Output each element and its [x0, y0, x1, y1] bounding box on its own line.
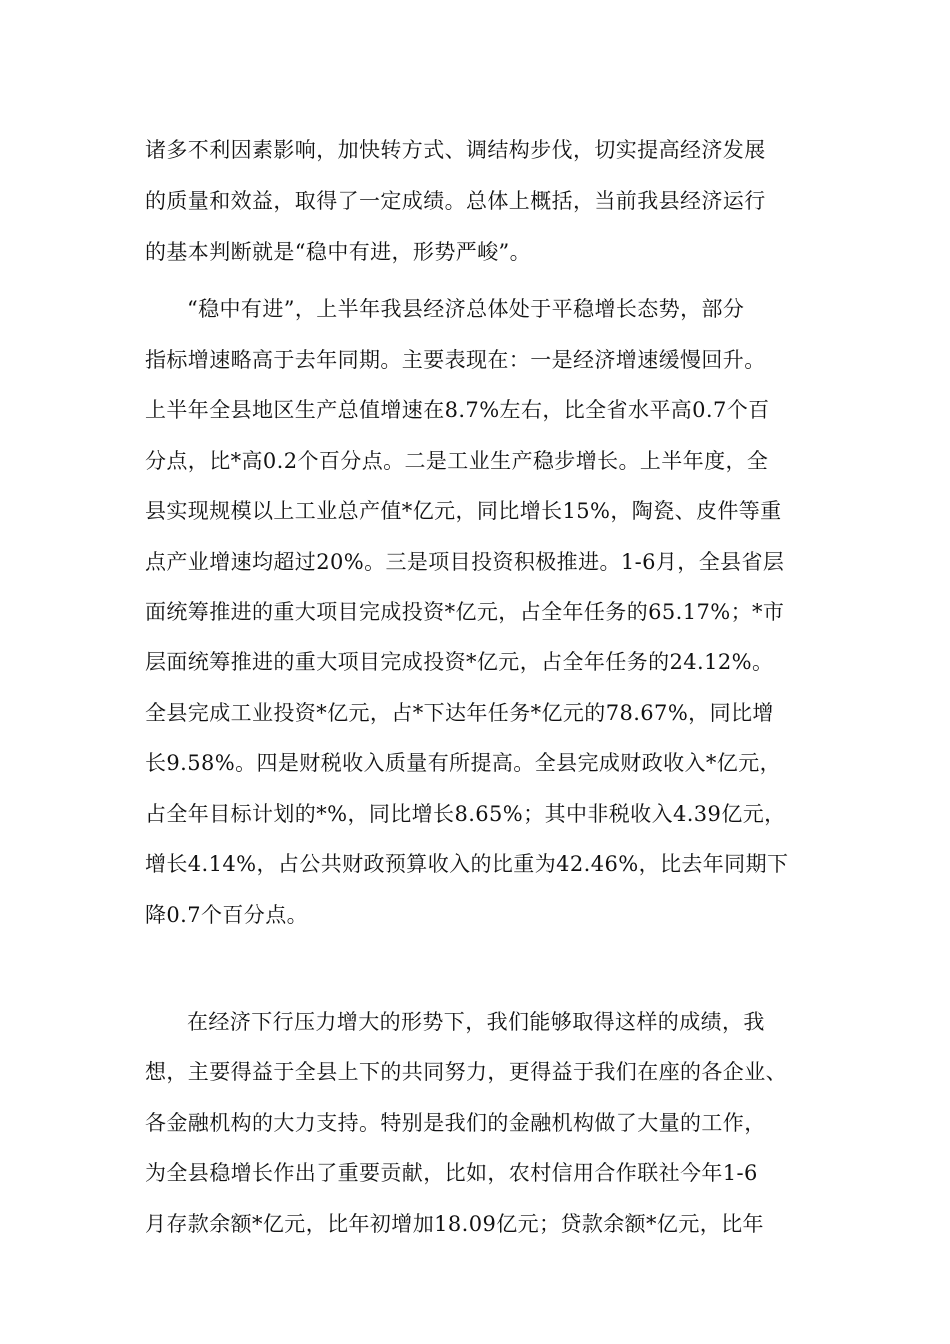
paragraph-1-line-1: 诸多不利因素影响，加快转方式、调结构步伐，切实提高经济发展: [145, 138, 766, 162]
paragraph-2-line-5: 县实现规模以上工业总产值*亿元，同比增长15%，陶瓷、皮件等重: [145, 499, 782, 523]
paragraph-2-line-11: 占全年目标计划的*%，同比增长8.65%；其中非税收入4.39亿元，: [145, 802, 786, 826]
paragraph-3-line-1: 在经济下行压力增大的形势下，我们能够取得这样的成绩，我: [187, 1010, 765, 1034]
paragraph-1-line-2: 的质量和效益，取得了一定成绩。总体上概括，当前我县经济运行: [145, 189, 766, 213]
paragraph-2-line-13: 降0.7个百分点。: [145, 903, 308, 927]
paragraph-2-line-12: 增长4.14%，占公共财政预算收入的比重为42.46%，比去年同期下: [145, 852, 789, 876]
paragraph-2-line-4: 分点，比*高0.2个百分点。二是工业生产稳步增长。上半年度，全: [145, 449, 769, 473]
paragraph-3-line-5: 月存款余额*亿元，比年初增加18.09亿元；贷款余额*亿元，比年: [145, 1212, 764, 1236]
paragraph-2-line-2: 指标增速略高于去年同期。主要表现在：一是经济增速缓慢回升。: [145, 348, 766, 372]
paragraph-3-line-4: 为全县稳增长作出了重要贡献，比如，农村信用合作联社今年1-6: [145, 1161, 758, 1185]
paragraph-2-line-8: 层面统筹推进的重大项目完成投资*亿元，占全年任务的24.12%。: [145, 650, 774, 674]
paragraph-3-line-2: 想，主要得益于全县上下的共同努力，更得益于我们在座的各企业、: [145, 1060, 787, 1084]
paragraph-2-line-1: “稳中有进”，上半年我县经济总体处于平稳增长态势，部分: [187, 297, 745, 321]
paragraph-2-line-10: 长9.58%。四是财税收入质量有所提高。全县完成财政收入*亿元，: [145, 751, 782, 775]
paragraph-2-line-9: 全县完成工业投资*亿元，占*下达年任务*亿元的78.67%，同比增: [145, 701, 774, 725]
paragraph-2-line-7: 面统筹推进的重大项目完成投资*亿元，占全年任务的65.17%；*市: [145, 600, 785, 624]
paragraph-2-line-3: 上半年全县地区生产总值增速在8.7%左右，比全省水平高0.7个百: [145, 398, 770, 422]
paragraph-2-line-6: 点产业增速均超过20%。三是项目投资积极推进。1-6月，全县省层: [145, 550, 785, 574]
paragraph-1-line-3: 的基本判断就是“稳中有进，形势严峻”。: [145, 240, 532, 264]
paragraph-3-line-3: 各金融机构的大力支持。特别是我们的金融机构做了大量的工作，: [145, 1111, 766, 1135]
